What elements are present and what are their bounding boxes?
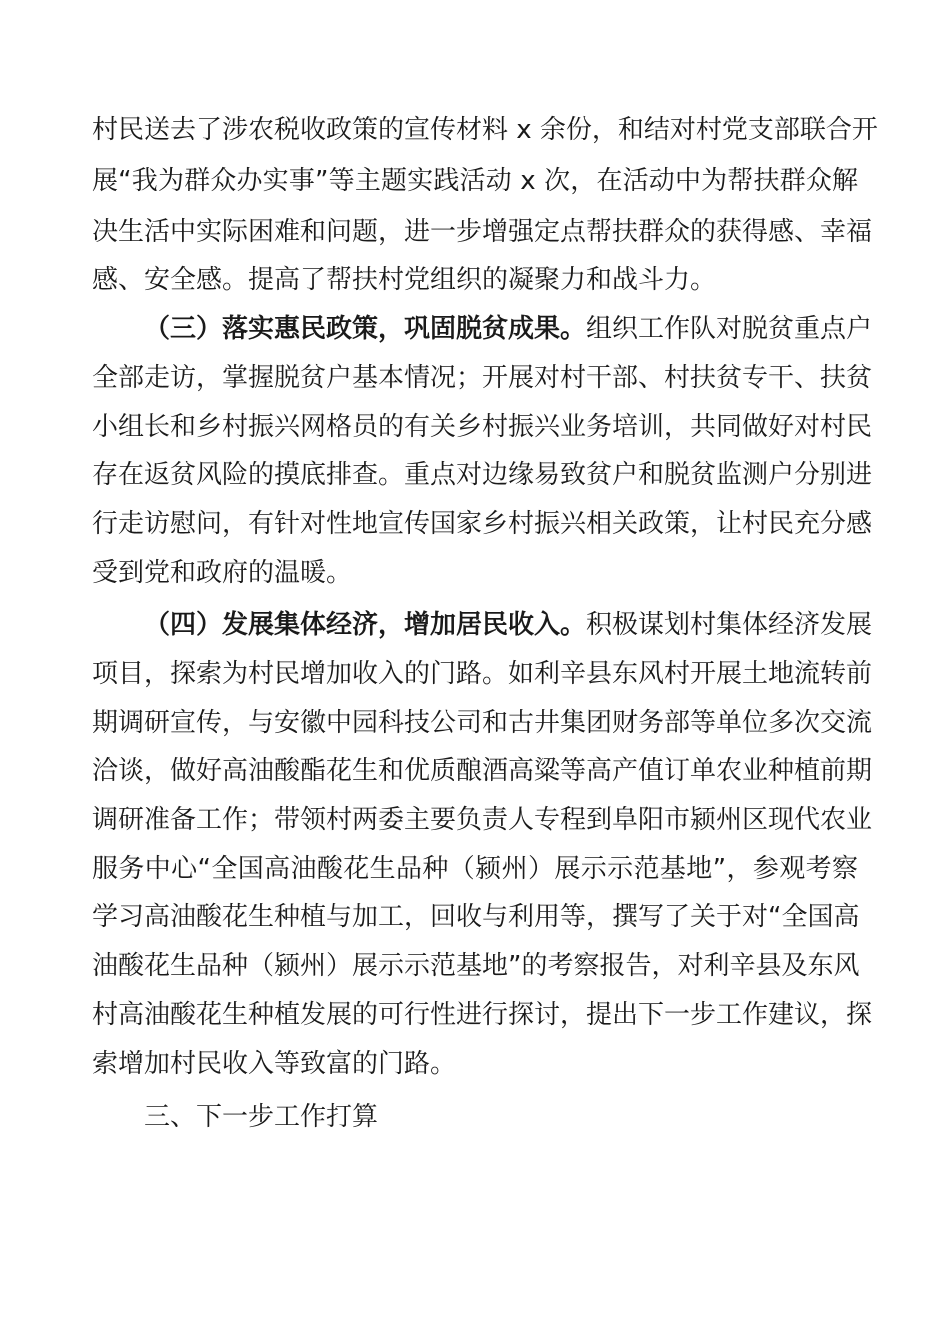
paragraph-line: 小组长和乡村振兴网格员的有关乡村振兴业务培训，共同做好对村民 (92, 412, 873, 442)
paragraph-line: 感、安全感。提高了帮扶村党组织的凝聚力和战斗力。 (92, 265, 717, 295)
paragraph-line: 油酸花生品种（颍州）展示示范基地”的考察报告，对利辛县及东风 (92, 951, 860, 981)
paragraph-line: 决生活中实际困难和问题，进一步增强定点帮扶群众的获得感、幸福 (92, 217, 873, 247)
paragraph-line: 村高油酸花生种植发展的可行性进行探讨，提出下一步工作建议，探 (92, 1000, 873, 1030)
paragraph-line: 服务中心“全国高油酸花生品种（颍州）展示示范基地”，参观考察 (92, 854, 858, 884)
paragraph-heading: （三）落实惠民政策，巩固脱贫成果。 (144, 314, 587, 344)
paragraph-line: 学习高油酸花生种植与加工，回收与利用等，撰写了关于对“全国高 (92, 902, 860, 932)
paragraph-line: 全部走访，掌握脱贫户基本情况；开展对村干部、村扶贫专干、扶贫 (92, 363, 873, 393)
paragraph-line: 展“我为群众办实事”等主题实践活动 x 次，在活动中为帮扶群众解 (92, 166, 858, 196)
section-heading: 三、下一步工作打算 (144, 1102, 379, 1132)
paragraph-line: 期调研宣传，与安徽中园科技公司和古井集团财务部等单位多次交流 (92, 708, 873, 738)
paragraph-heading: （四）发展集体经济，增加居民收入。 (144, 610, 587, 640)
paragraph-text: 积极谋划村集体经济发展 (586, 610, 873, 640)
paragraph-first-line (144, 305, 873, 353)
paragraph-line: 洽谈，做好高油酸酯花生和优质酿酒高粱等高产值订单农业种植前期 (92, 756, 873, 786)
paragraph-line: 存在返贫风险的摸底排查。重点对边缘易致贫户和脱贫监测户分别进 (92, 460, 873, 490)
paragraph-line: 项目，探索为村民增加收入的门路。如利辛县东风村开展土地流转前 (92, 659, 873, 689)
paragraph-line: 行走访慰问，有针对性地宣传国家乡村振兴相关政策，让村民充分感 (92, 509, 873, 539)
paragraph-line: 调研准备工作；带领村两委主要负责人专程到阜阳市颍州区现代农业 (92, 805, 873, 835)
paragraph-first-line (144, 601, 873, 649)
paragraph-line: 受到党和政府的温暖。 (92, 558, 353, 588)
paragraph-line: 村民送去了涉农税收政策的宣传材料 x 余份，和结对村党支部联合开 (92, 115, 878, 145)
paragraph-line: 索增加村民收入等致富的门路。 (92, 1049, 457, 1079)
paragraph-text: 组织工作队对脱贫重点户 (586, 314, 873, 344)
